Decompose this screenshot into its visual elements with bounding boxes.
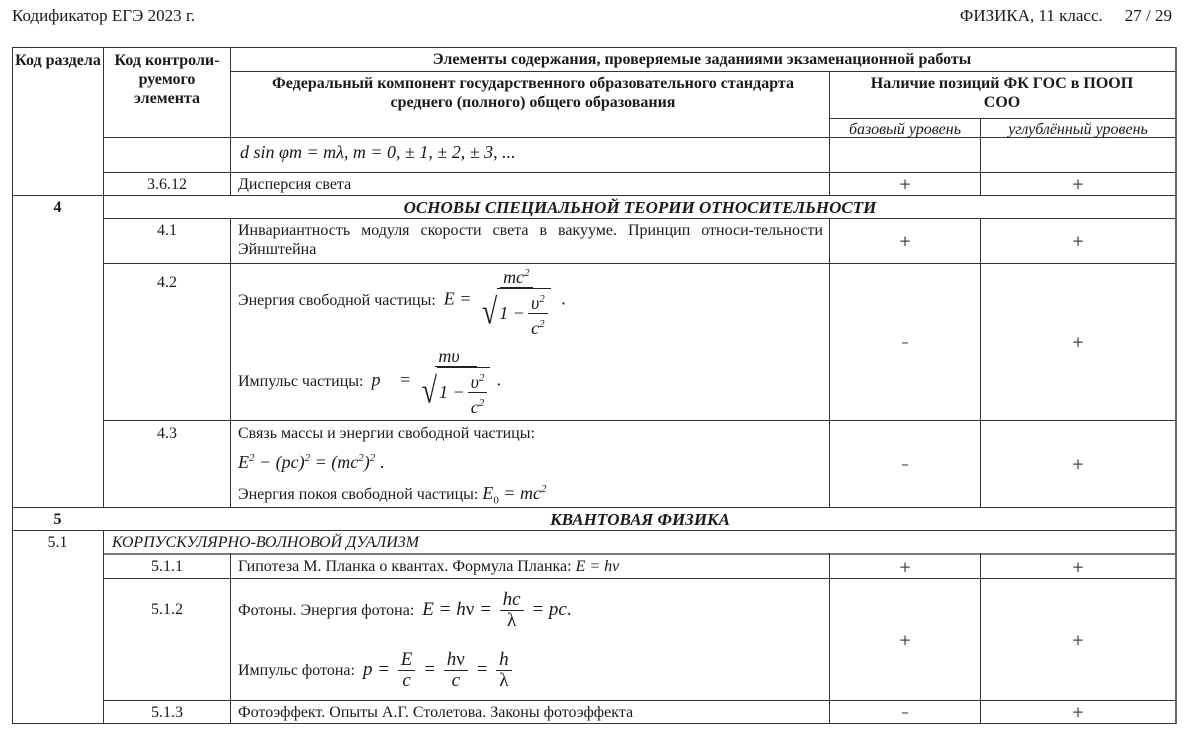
photon-momentum-label: Импульс фотона: [238,661,355,679]
element-content [238,424,823,511]
element-code: 5.1.1 [151,558,183,575]
mass-energy-formula: $E^2 - (pc)^2 = (mc^2)^2$ . [238,452,385,472]
element-content-photon-momentum [238,641,823,699]
header-advanced-level: углублённый уровень [1008,121,1148,138]
advanced-mark: + [1071,333,1085,351]
advanced-mark: + [1071,455,1085,473]
page-header-right [960,6,1172,26]
element-content-photon-energy [238,583,823,637]
energy-label: Энергия свободной частицы: [238,291,436,309]
rest-energy-formula: $E_0 = mc^2$ [482,483,547,507]
header-basic-level: базовый уровень [848,121,961,138]
element-content-momentum [238,343,823,419]
section-title: КВАНТОВАЯ ФИЗИКА [550,510,730,529]
page-number: 27 / 29 [1124,6,1172,25]
document-title: Кодификатор ЕГЭ 2023 г. [12,6,196,25]
advanced-mark: + [1071,558,1085,576]
header-fk-gos: Федеральный компонент государственного образовательного стандарта среднего (полного) общего образования [272,75,794,111]
header-element-code: Код контроли-руемого элемента [114,52,220,107]
basic-mark: + [898,175,912,193]
section-code: 5 [53,511,62,528]
mass-energy-label: Связь массы и энергии свободной частицы: [238,425,535,442]
momentum-label: Импульс частицы: [238,372,364,390]
element-content [238,557,823,576]
rest-energy-line [238,480,823,511]
subject-label: ФИЗИКА, 11 класс. [959,6,1103,25]
element-content: Инвариантность модуля скорости света в вакууме. Принцип относи-тельности Эйнштейна [238,222,823,258]
basic-mark: – [901,333,909,351]
formula-grating: d sin φm = mλ, m = 0, ± 1, ± 2, ± 3, ... [240,142,516,162]
basic-mark: + [898,631,912,649]
element-code: 4.2 [157,274,177,291]
subsection-title: КОРПУСКУЛЯРНО-ВОЛНОВОЙ ДУАЛИЗМ [112,534,419,551]
basic-mark: – [901,703,909,721]
header-content: Элементы содержания, проверяемые заданиями экзаменационной работы [432,51,972,68]
header-poop: Наличие позиций ФК ГОС в ПООП СОО [870,75,1134,111]
element-code: 3.6.12 [147,176,187,193]
advanced-mark: + [1071,232,1085,250]
rest-energy-label: Энергия покоя свободной частицы: [238,486,479,503]
advanced-mark: + [1071,703,1085,721]
element-code: 4.3 [157,425,177,442]
subsection-code: 5.1 [47,534,68,551]
photon-energy-label: Фотоны. Энергия фотона: [238,601,415,619]
basic-mark: + [898,232,912,250]
element-content: Фотоэффект. Опыты А.Г. Столетова. Законы фотоэффекта [238,704,634,721]
element-code: 5.1.2 [151,601,183,618]
section-title: ОСНОВЫ СПЕЦИАЛЬНОЙ ТЕОРИИ ОТНОСИТЕЛЬНОСТИ [403,198,877,217]
basic-mark: – [901,455,909,473]
planck-label: Гипотеза М. Планка о квантах. Формула Планка: [238,558,572,575]
planck-formula: E = hν [575,558,620,575]
header-section-code: Код раздела [15,52,101,69]
basic-mark: + [898,558,912,576]
element-content-energy [238,265,823,338]
element-content: Дисперсия света [238,176,352,193]
photon-energy-formula: E = hν = $\frac{hc}{\lambda}$ = pc. [422,588,572,631]
energy-formula: E = $mc^2$ √ 1 − $\frac{\upsilon^2}{c^2}$ . [444,263,566,338]
advanced-mark: + [1071,175,1085,193]
element-code: 5.1.3 [151,704,183,721]
section-code: 4 [53,199,62,216]
momentum-formula: p⃗ = mυ⃗ √ 1 − $\frac{\upsilon^2}{c^2}$ . [371,345,501,417]
photon-momentum-formula: p = $\frac{E}{c}$ = $\frac{h\nu}{c}$ = $\frac{h}{\lambda}$ [363,650,515,691]
element-code: 4.1 [157,222,177,239]
advanced-mark: + [1071,631,1085,649]
